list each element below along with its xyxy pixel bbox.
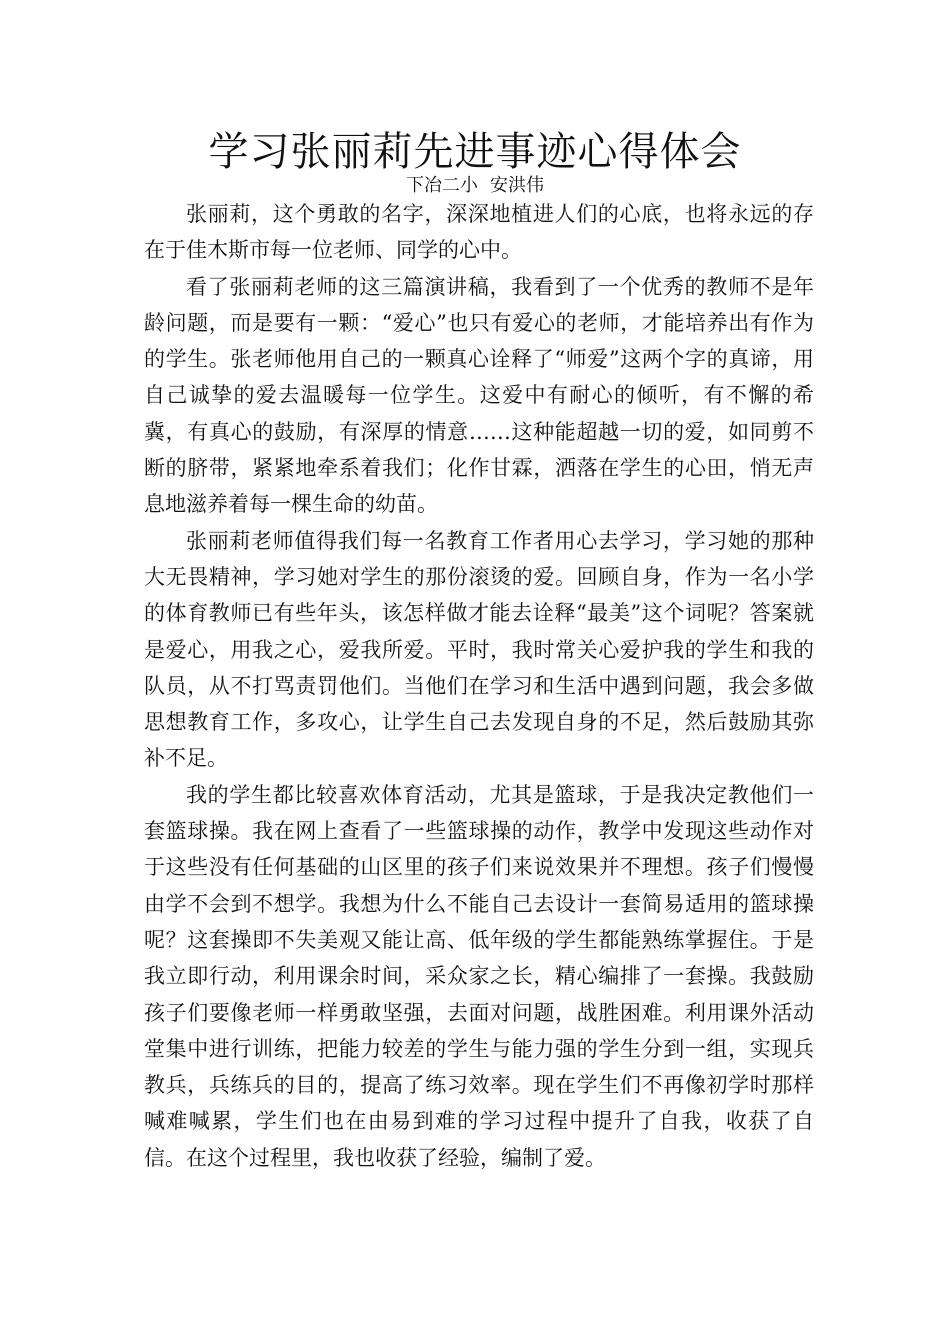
document-title: 学习张丽莉先进事迹心得体会 <box>208 129 742 175</box>
paragraph-1: 张丽莉，这个勇敢的名字，深深地植进人们的心底，也将永远的存在于佳木斯市每一位老师、同学的心中。 <box>144 202 814 263</box>
byline-author: 安洪伟 <box>490 175 544 196</box>
document-body <box>144 196 814 1176</box>
byline <box>0 174 950 198</box>
paragraph-2: 看了张丽莉老师的这三篇演讲稿，我看到了一个优秀的教师不是年龄问题，而是要有一颗：“爱心”也只有爱心的老师，才能培养出有作为的学生。张老师他用自己的一颗真心诠释了“师爱”这两个字的真谛，用自己诚挚的爱去温暖每一位学生。这爱中有耐心的倾听，有不懈的希冀，有真心的鼓励，有深厚的情意……这种能超越一切的爱，如同剪不断的脐带，紧紧地牵系着我们；化作甘霖，洒落在学生的心田，悄无声息地滋养着每一棵生命的幼苗。 <box>144 274 814 517</box>
paragraph-3: 张丽莉老师值得我们每一名教育工作者用心去学习，学习她的那种大无畏精神，学习她对学生的那份滚烫的爱。回顾自身，作为一名小学的体育教师已有些年头，该怎样做才能去诠释“最美”这个词呢？答案就是爱心，用我之心，爱我所爱。平时，我时常关心爱护我的学生和我的队员，从不打骂责罚他们。当他们在学习和生活中遇到问题，我会多做思想教育工作，多攻心，让学生自己去发现自身的不足，然后鼓励其弥补不足。 <box>144 528 814 771</box>
paragraph-4: 我的学生都比较喜欢体育活动，尤其是篮球，于是我决定教他们一套篮球操。我在网上查看了一些篮球操的动作，教学中发现这些动作对于这些没有任何基础的山区里的孩子们来说效果并不理想。孩子们慢慢由学不会到不想学。我想为什么不能自己去设计一套简易适用的篮球操呢？这套操即不失美观又能让高、低年级的学生都能熟练掌握住。于是我立即行动，利用课余时间，采众家之长，精心编排了一套操。我鼓励孩子们要像老师一样勇敢坚强，去面对问题，战胜困难。利用课外活动堂集中进行训练，把能力较差的学生与能力强的学生分到一组，实现兵教兵，兵练兵的目的，提高了练习效率。现在学生们不再像初学时那样喊难喊累，学生们也在由易到难的学习过程中提升了自我，收获了自信。在这个过程里，我也收获了经验，编制了爱。 <box>144 782 814 1170</box>
byline-school: 下冶二小 <box>406 175 478 196</box>
